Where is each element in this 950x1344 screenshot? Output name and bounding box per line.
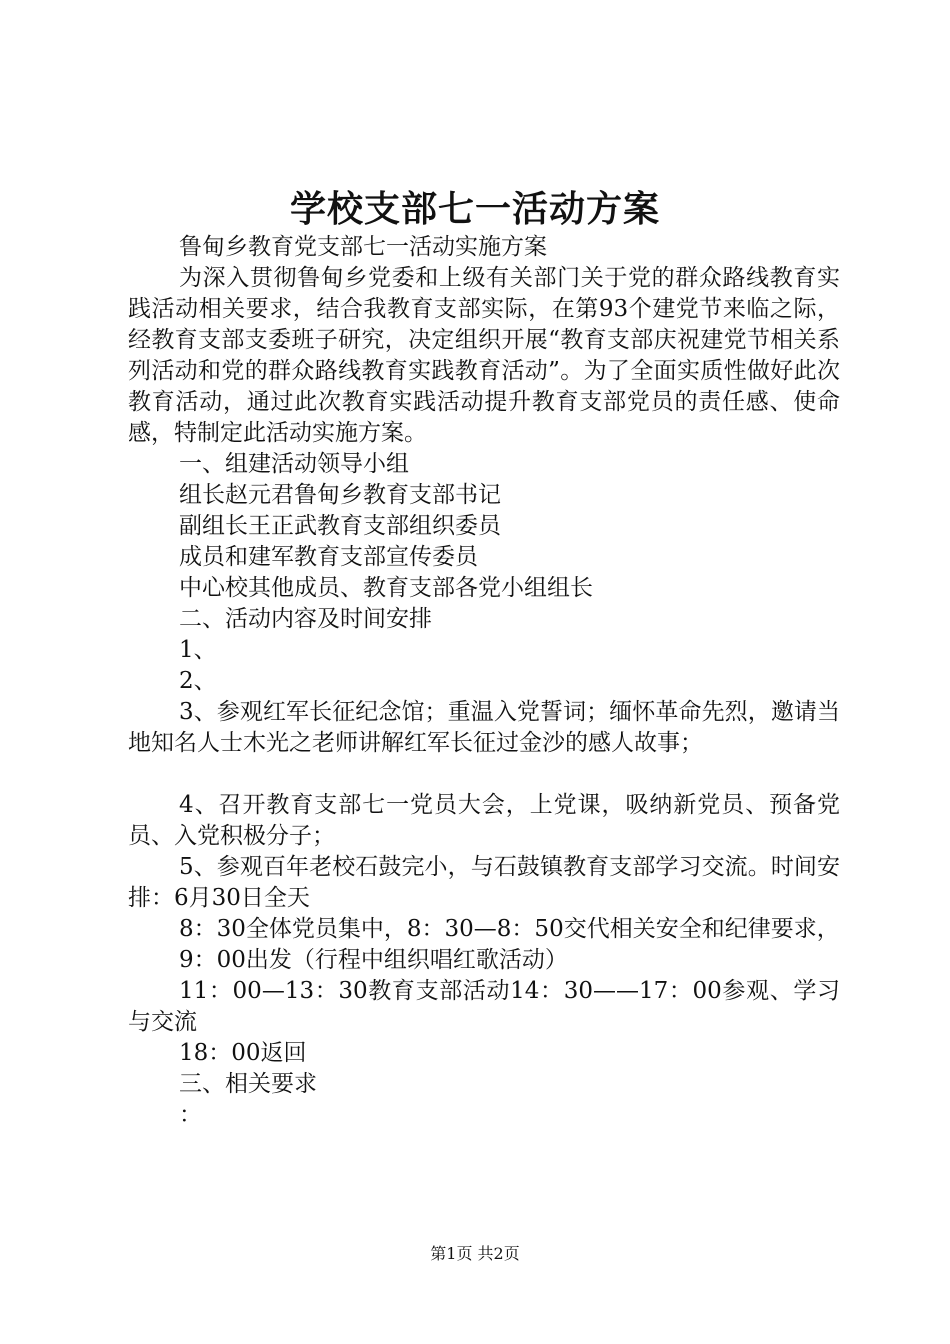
paragraph-deputy-leader: 副组长王正武教育支部组织委员 (179, 513, 501, 539)
list-item-2: 2、 (179, 668, 217, 694)
paragraph-subtitle: 鲁甸乡教育党支部七一活动实施方案 (179, 234, 547, 260)
schedule-item-activities: 11：00—13：30教育支部活动14：30——17：00参观、学习与交流 (128, 978, 840, 1035)
paragraph-leader: 组长赵元君鲁甸乡教育支部书记 (179, 482, 501, 508)
paragraph-colon: ： (179, 1102, 202, 1128)
blank-line (128, 759, 840, 790)
paragraph-other-members: 中心校其他成员、教育支部各党小组组长 (179, 575, 593, 601)
list-item-3: 3、参观红军长征纪念馆；重温入党誓词；缅怀革命先烈，邀请当地知名人士木光之老师讲解红军长征过金沙的感人故事； (128, 699, 840, 756)
schedule-item-gathering: 8：30全体党员集中，8：30—8：50交代相关安全和纪律要求， (179, 916, 840, 942)
section-heading-3: 三、相关要求 (179, 1071, 317, 1097)
paragraph-intro: 为深入贯彻鲁甸乡党委和上级有关部门关于党的群众路线教育实践活动相关要求，结合我教育支部实际，在第93个建党节来临之际，经教育支部支委班子研究，决定组织开展“教育支部庆祝建党节相关系列活动和党的群众路线教育实践教育活动”。为了全面实质性做好此次教育活动，通过此次教育实践活动提升教育支部党员的责任感、使命感，特制定此活动实施方案。 (128, 265, 840, 446)
list-item-4: 4、召开教育支部七一党员大会，上党课，吸纳新党员、预备党员、入党积极分子； (128, 792, 840, 849)
paragraph-member: 成员和建军教育支部宣传委员 (179, 544, 478, 570)
document-title: 学校支部七一活动方案 (289, 188, 660, 230)
schedule-item-departure: 9：00出发（行程中组织唱红歌活动） (179, 947, 568, 973)
document-body (128, 232, 840, 1131)
list-item-1: 1、 (179, 637, 217, 663)
list-item-5: 5、参观百年老校石鼓完小，与石鼓镇教育支部学习交流。时间安排：6月30日全天 (128, 854, 840, 911)
section-heading-2: 二、活动内容及时间安排 (179, 606, 432, 632)
section-heading-1: 一、组建活动领导小组 (179, 451, 409, 477)
schedule-item-return: 18：00返回 (179, 1040, 307, 1066)
page-footer: 第1页 共2页 (430, 1244, 520, 1263)
